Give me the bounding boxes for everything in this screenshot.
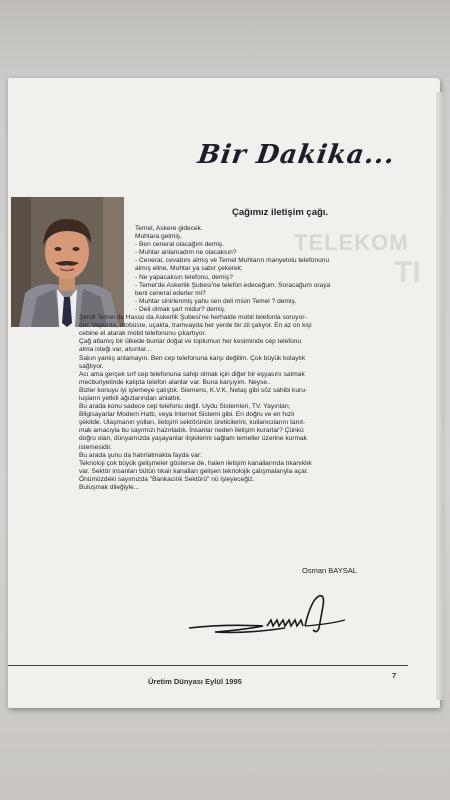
text-line: sağlıyor. bbox=[79, 362, 104, 370]
text-line: Bu arada şunu da hatırlatmakta fayda var: bbox=[79, 451, 202, 459]
text-line: dur. Vapurda, otobüste, uçakta, tramvayda her yerde bir zil çalıyor. En az on kişi bbox=[79, 322, 312, 330]
text-line: Önümüzdeki sayımızda "Bankacılık Sektörü" nü işleyeceğiz. bbox=[79, 475, 255, 483]
text-line: Muhtara gelmiş, bbox=[135, 233, 182, 241]
text-line: mak amacıyla bu sayımızı hazırladık. İnsanlar neden iletişim kurarlar? Çünkü bbox=[79, 427, 304, 435]
text-line: doğru olan, dünyamızda yaşayanlar ilişkilerini sağlam temeller üzerine kurmak bbox=[79, 435, 307, 443]
text-line: - Ne yapacaksın telefonu, demiş? bbox=[135, 273, 233, 281]
text-line: Acı ama gerçek sırf cep telefonuna sahip olmak için diğer bir eşyasını satmak bbox=[79, 370, 305, 378]
text-line: Şimdi Temel de Hasso da Askerlik Şubesi'ne herhalde mobil telefonla soruyor- bbox=[79, 314, 307, 322]
background-word: TELEKOM bbox=[294, 230, 409, 255]
text-line: - Deli olmak şart midur? demiş. bbox=[135, 305, 226, 313]
footer-publication: Üretim Dünyası Eylül 1995 bbox=[148, 677, 242, 686]
text-line: cebine el atarak mobil telefonunu çıkartıyor. bbox=[79, 330, 207, 338]
text-line: - Ceneral, cevabını almış ve Temel Muhtarın manyetolu telefonunu bbox=[135, 257, 330, 265]
text-line: Teknoloji çok büyük gelişmeler gösterse de, halen iletişim kanallarında tıkanıklık bbox=[79, 459, 312, 467]
text-line: istemesidir. bbox=[79, 443, 112, 451]
text-line: Bilgisayarlar Modern Hattı, veya Internet Sistemi gibi. En doğru ve en hızlı bbox=[79, 411, 295, 419]
page-edge bbox=[436, 92, 444, 700]
text-line: Sakın yanlış anlamayın. Ben cep telefonuna karşı değilim. Çok büyük kolaylık bbox=[79, 354, 306, 362]
text-line: var. Sektör insanları bütün tıkalı kanalları gelişen teknolojik çalışmalarıyla açar. bbox=[79, 467, 309, 475]
text-line: - Muhtar anlamadım ne olacaksın? bbox=[135, 249, 237, 257]
background-word-2: TI bbox=[394, 256, 421, 289]
author-photo bbox=[11, 197, 124, 327]
footer-divider bbox=[8, 665, 408, 666]
page-heading: Bir Dakika... bbox=[195, 140, 398, 170]
text-line: - Ben ceneral olacağım demiş. bbox=[135, 241, 225, 249]
handwritten-signature bbox=[185, 590, 355, 640]
text-line: almış eline, Muhtar ya sabır çekerek; bbox=[135, 265, 243, 273]
text-line: beni ceneral ederler mi? bbox=[135, 289, 206, 297]
text-line: Çağ atlamış bir ülkede bunlar doğal ve toplumun her kesiminde cep telefonu bbox=[79, 338, 302, 346]
text-line: Bizler konuyu iyi işlemeye çalıştık. Siemens, K.V.K, Netaş gibi söz sahibi kuru- bbox=[79, 386, 308, 394]
text-line: luşların yetkili ağızlarından anlattık. bbox=[79, 394, 182, 402]
text-line: - Muhtar sinirlenmiş yahu sen deli misin Temel ? demiş. bbox=[135, 297, 297, 305]
author-name: Osman BAYSAL bbox=[302, 566, 357, 575]
text-line: Temel, Askere gidecek. bbox=[135, 225, 203, 232]
text-line: Buluşmak dileğiyle... bbox=[79, 484, 140, 491]
article-subtitle: Çağımız iletişim çağı. bbox=[232, 207, 329, 218]
text-line: - Temel'de Askerlik Şubesi'ne telefon edeceğum. Soracağum oraya bbox=[135, 281, 331, 289]
text-line: mecburiyetinde kalıpta telefon alanlar var. Buna karşıyım. Neyse.. bbox=[79, 378, 271, 386]
page-number: 7 bbox=[392, 671, 397, 680]
text-line: şekilde. Ulaşmanın yolları, iletişim sektörünün üreticilerini, kullanıcılarını tanıt- bbox=[79, 419, 306, 427]
text-line: alma isteği var, alsınlar... bbox=[79, 346, 152, 354]
article-body bbox=[79, 225, 425, 492]
text-line: Bu arada konu sadece cep telefonu değil. Uydu Sistemleri, TV. Yayınları, bbox=[79, 403, 291, 411]
